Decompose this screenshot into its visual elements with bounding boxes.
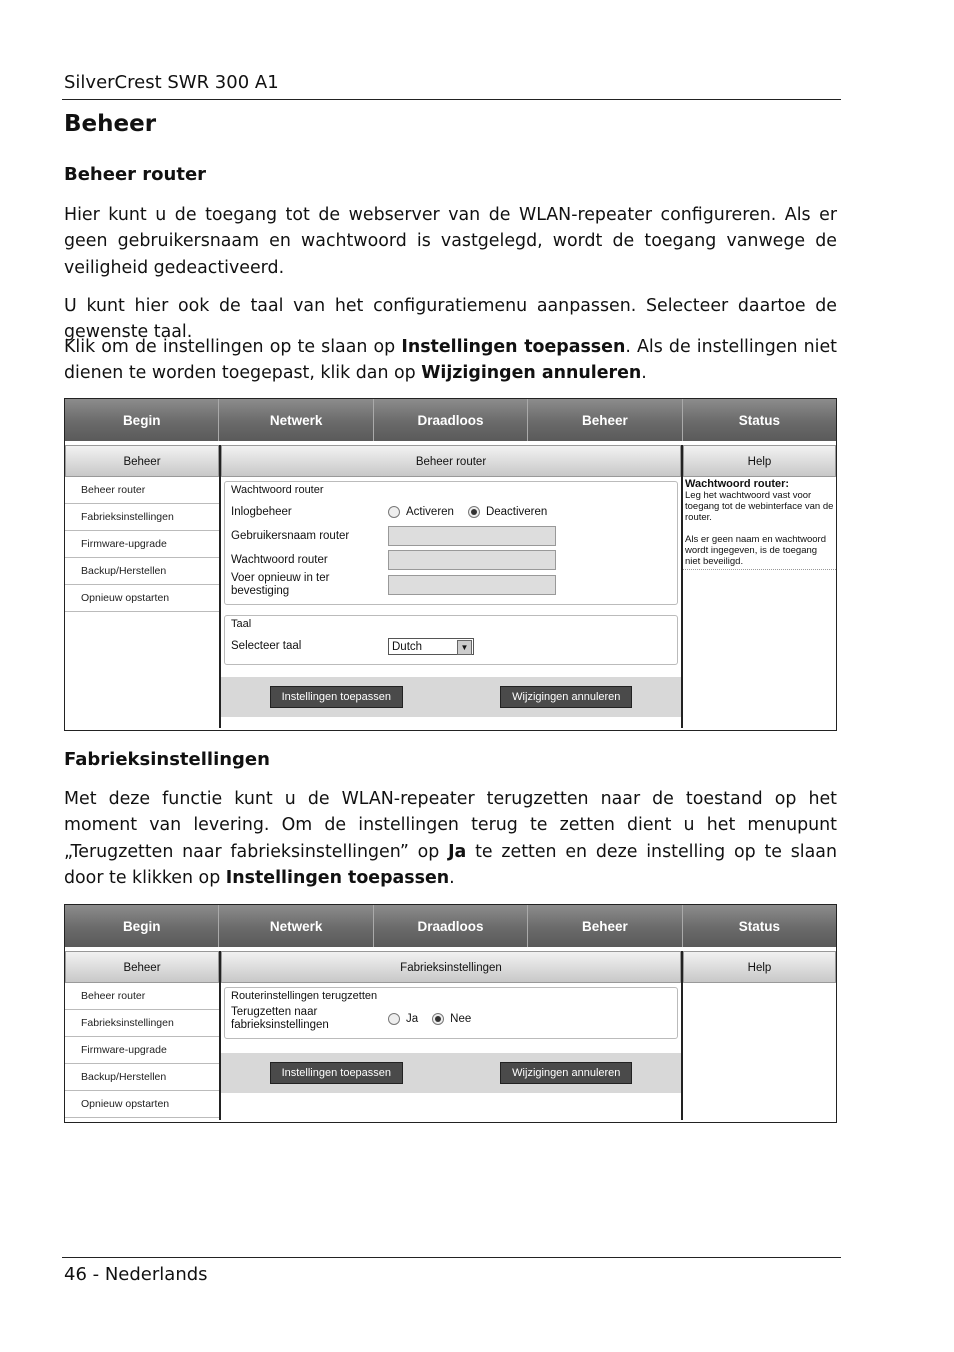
help-panel	[683, 951, 836, 1120]
help-header: Help	[683, 951, 836, 983]
reset-legend: Routerinstellingen terugzetten	[231, 990, 378, 1002]
language-select[interactable]: Dutch ▼	[388, 638, 474, 655]
button-bar	[221, 1053, 681, 1093]
nav-begin[interactable]: Begin	[65, 399, 219, 441]
left-menu	[65, 445, 221, 728]
router-ui-screenshot-2	[64, 904, 837, 1123]
nav-status[interactable]: Status	[738, 413, 780, 428]
language-label: Selecteer taal	[231, 640, 302, 652]
confirm-password-input[interactable]	[388, 575, 556, 595]
main-panel-header: Fabrieksinstellingen	[221, 951, 681, 983]
nav-status[interactable]: Status	[738, 919, 780, 934]
paragraph-3: Klik om de instellingen op te slaan op Instellingen toepassen. Als de instellingen niet dienen te worden toegepast, klik dan op Wijzigingen annuleren.	[64, 337, 837, 384]
confirm-password-label: Voer opnieuw in ter bevestiging	[231, 572, 330, 597]
help-header: Help	[683, 445, 836, 477]
apply-button[interactable]: Instellingen toepassen	[270, 1062, 403, 1084]
nav-beheer[interactable]: Beheer	[528, 399, 682, 441]
nav-draadloos[interactable]: Draadloos	[374, 399, 528, 441]
footer-rule	[62, 1257, 841, 1258]
password-label: Wachtwoord router	[231, 554, 328, 566]
nav-beheer[interactable]: Beheer	[528, 905, 682, 947]
menu-item-firmware-upgrade[interactable]: Firmware-upgrade	[65, 531, 219, 558]
username-label: Gebruikersnaam router	[231, 530, 350, 542]
page-title: Beheer	[64, 111, 157, 137]
password-fieldset	[224, 481, 678, 605]
reset-fieldset	[224, 987, 678, 1039]
paragraph-2: U kunt hier ook de taal van het configuratiemenu aanpassen. Selecteer daartoe de gewenste taal.	[64, 296, 837, 343]
yes-radio[interactable]: Ja	[388, 1013, 418, 1025]
nav-netwerk[interactable]: Netwerk	[219, 905, 373, 947]
activate-radio[interactable]: Activeren	[388, 506, 454, 518]
menu-item-beheer-router[interactable]: Beheer router	[65, 983, 219, 1010]
page-footer: 46 - Nederlands	[64, 1264, 208, 1285]
router-ui-screenshot-1	[64, 398, 837, 731]
left-menu-header: Beheer	[65, 951, 219, 983]
menu-item-opnieuw-opstarten[interactable]: Opnieuw opstarten	[65, 1091, 219, 1118]
nav-netwerk[interactable]: Netwerk	[219, 399, 373, 441]
top-navigation	[65, 399, 836, 441]
top-navigation	[65, 905, 836, 947]
paragraph-4: Met deze functie kunt u de WLAN-repeater terugzetten naar de toestand op het moment van levering. Om de instellingen terug te zetten dient u het menupunt „Terugzetten naar fabrieksinstellingen” op Ja te zetten en deze instelling op te slaan door te klikken op Instellingen toepassen.	[64, 789, 837, 888]
menu-item-fabrieksinstellingen[interactable]: Fabrieksinstellingen	[65, 504, 219, 531]
main-panel	[221, 445, 683, 728]
help-text: Wachtwoord router: Leg het wachtwoord vast voor toegang tot de webinterface van de router. Als er geen naam en wachtwoord wordt ingegeven, is de toegang niet beveiligd.	[683, 477, 836, 570]
chevron-down-icon: ▼	[457, 640, 472, 655]
menu-item-firmware-upgrade[interactable]: Firmware-upgrade	[65, 1037, 219, 1064]
nav-begin[interactable]: Begin	[65, 905, 219, 947]
cancel-button[interactable]: Wijzigingen annuleren	[500, 686, 632, 708]
menu-item-opnieuw-opstarten[interactable]: Opnieuw opstarten	[65, 585, 219, 612]
header-rule	[62, 99, 841, 100]
left-menu-header: Beheer	[65, 445, 219, 477]
apply-button[interactable]: Instellingen toepassen	[270, 686, 403, 708]
no-radio[interactable]: Nee	[432, 1013, 471, 1025]
login-label: Inlogbeheer	[231, 506, 292, 518]
language-fieldset	[224, 615, 678, 665]
help-panel	[683, 445, 836, 728]
menu-item-backup-herstellen[interactable]: Backup/Herstellen	[65, 1064, 219, 1091]
section-title-beheer-router: Beheer router	[64, 164, 207, 185]
document-header: SilverCrest SWR 300 A1	[64, 72, 279, 93]
deactivate-radio[interactable]: Deactiveren	[468, 506, 547, 518]
language-legend: Taal	[231, 618, 252, 630]
password-legend: Wachtwoord router	[231, 484, 324, 496]
left-menu	[65, 951, 221, 1120]
menu-item-backup-herstellen[interactable]: Backup/Herstellen	[65, 558, 219, 585]
password-input[interactable]	[388, 550, 556, 570]
paragraph-1: Hier kunt u de toegang tot de webserver van de WLAN-repeater configureren. Als er geen gebruikersnaam en wachtwoord is vastgelegd, wordt de toegang vanwege de veiligheid gedeactiveerd.	[64, 205, 837, 278]
cancel-button[interactable]: Wijzigingen annuleren	[500, 1062, 632, 1084]
main-panel-header: Beheer router	[221, 445, 681, 477]
username-input[interactable]	[388, 526, 556, 546]
reset-label: Terugzetten naar fabrieksinstellingen	[231, 1006, 329, 1031]
nav-draadloos[interactable]: Draadloos	[374, 905, 528, 947]
button-bar	[221, 677, 681, 717]
section-title-fabrieksinstellingen: Fabrieksinstellingen	[64, 749, 270, 770]
main-panel	[221, 951, 683, 1120]
menu-item-fabrieksinstellingen[interactable]: Fabrieksinstellingen	[65, 1010, 219, 1037]
menu-item-beheer-router[interactable]: Beheer router	[65, 477, 219, 504]
